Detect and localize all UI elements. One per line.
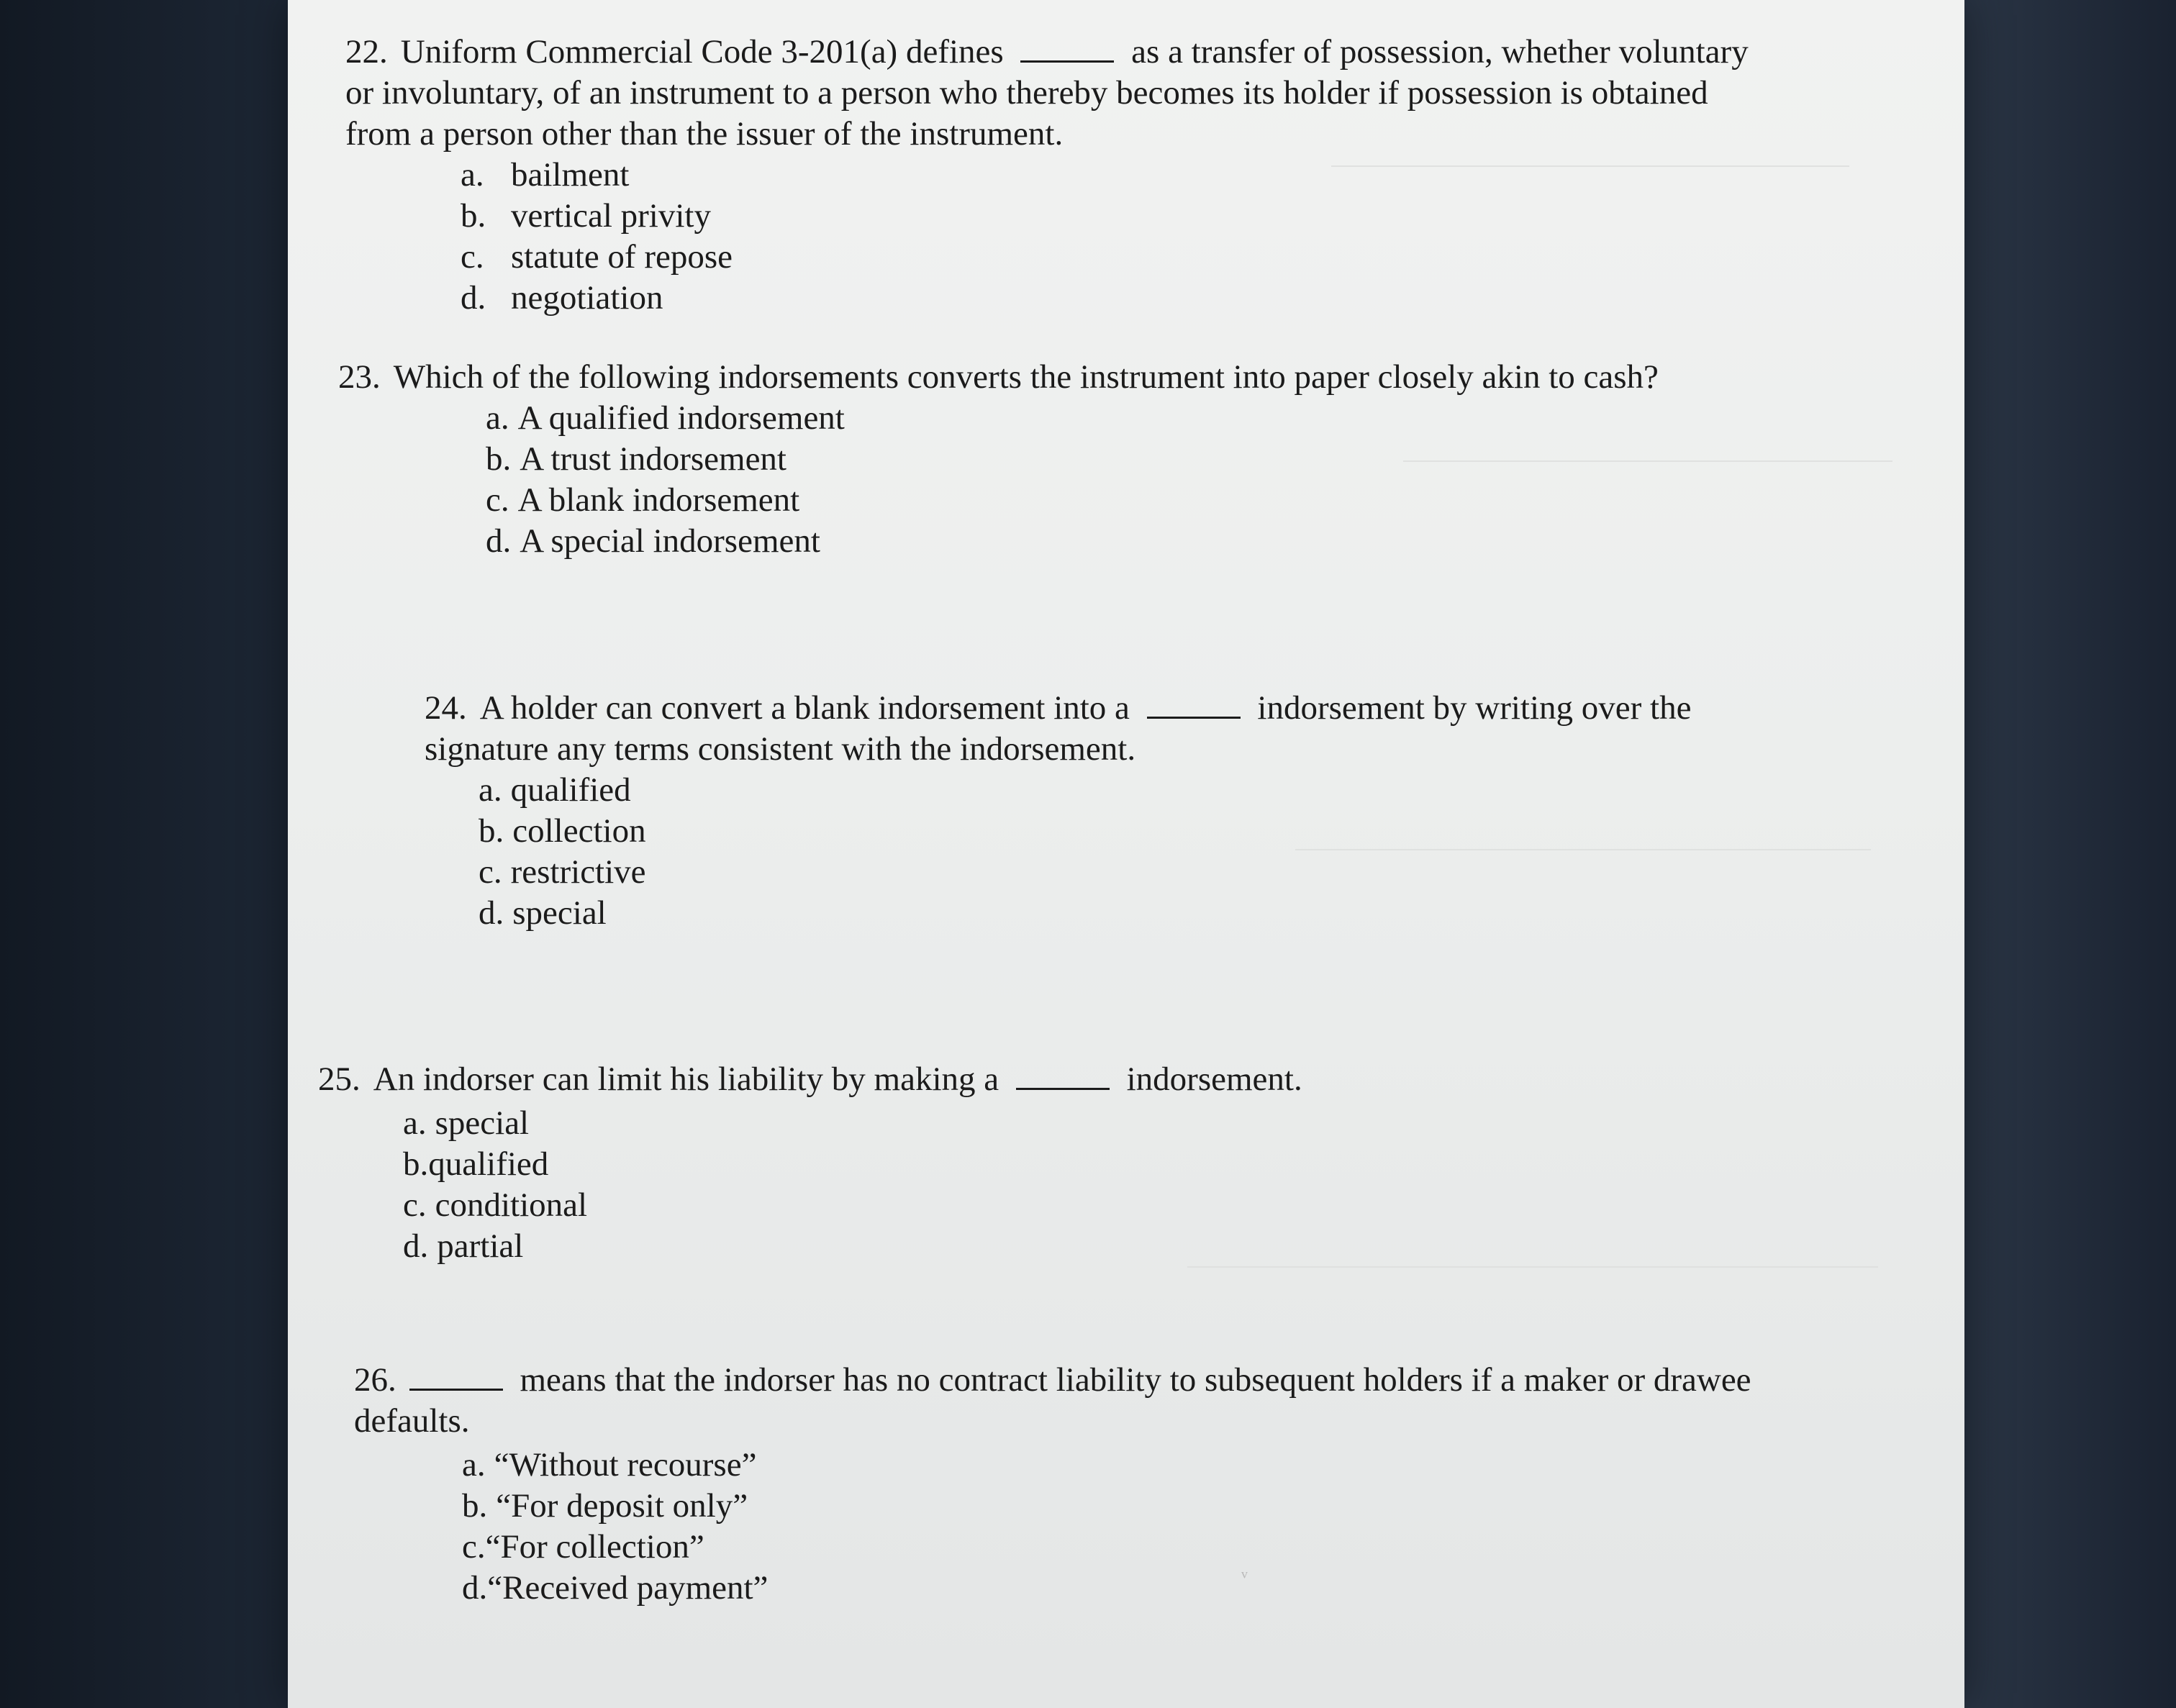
option-d[interactable] [479, 893, 1792, 934]
question-25 [318, 1059, 1721, 1267]
option-letter: b. [462, 1487, 488, 1525]
option-letter: b. [461, 197, 486, 235]
option-letter: a. [479, 771, 502, 809]
options-list [486, 398, 1741, 562]
option-letter: b. [403, 1145, 429, 1183]
option-b[interactable] [486, 439, 1741, 480]
option-d[interactable] [461, 278, 1749, 319]
option-text: qualified [510, 771, 631, 809]
option-a[interactable] [462, 1445, 1829, 1486]
question-text: indorsement by writing over the signature any terms consistent with the indorsement. [425, 689, 1692, 768]
options-list [461, 155, 1749, 319]
option-letter: c. [403, 1186, 427, 1224]
option-d[interactable] [486, 521, 1741, 562]
option-letter: d. [479, 894, 504, 932]
options-list [403, 1103, 1721, 1267]
option-letter: d. [462, 1569, 488, 1607]
question-26 [354, 1360, 1829, 1609]
answer-blank [409, 1361, 503, 1391]
exam-page [288, 0, 1964, 1708]
desk-background-left [0, 0, 302, 1708]
question-text: Which of the following indorsements converts the instrument into paper closely akin to cash? [393, 358, 1659, 396]
question-23 [338, 357, 1741, 562]
option-text: “For deposit only” [496, 1487, 748, 1525]
option-text: vertical privity [511, 197, 711, 235]
question-text: means that the indorser has no contract liability to subsequent holders if a maker or drawee defaults. [354, 1361, 1751, 1440]
option-text: “For collection” [485, 1528, 704, 1566]
option-c[interactable] [403, 1185, 1721, 1226]
question-24 [425, 688, 1792, 934]
option-a[interactable] [403, 1103, 1721, 1144]
question-number: 22. [345, 33, 388, 71]
answer-blank [1147, 689, 1241, 719]
question-number: 25. [318, 1060, 361, 1098]
question-text: indorsement. [1126, 1060, 1302, 1098]
option-text: negotiation [511, 279, 663, 317]
option-letter: a. [462, 1446, 486, 1484]
question-number: 23. [338, 358, 381, 396]
option-text: “Without recourse” [494, 1446, 757, 1484]
option-text: A blank indorsement [517, 481, 800, 519]
option-letter: c. [461, 238, 484, 276]
option-c[interactable] [486, 480, 1741, 521]
option-d[interactable] [462, 1568, 1829, 1609]
question-26-stem [354, 1360, 1829, 1442]
option-text: special [435, 1104, 530, 1142]
option-text: statute of repose [511, 238, 733, 276]
option-b[interactable] [403, 1144, 1721, 1185]
option-letter: b. [479, 812, 504, 850]
option-letter: d. [486, 522, 512, 560]
option-text: conditional [435, 1186, 588, 1224]
pencil-mark-icon: ᵥ [1241, 1558, 1248, 1581]
option-letter: b. [486, 440, 512, 478]
answer-blank [1016, 1060, 1110, 1090]
option-text: bailment [511, 156, 630, 194]
option-text: A trust indorsement [520, 440, 786, 478]
option-c[interactable] [461, 237, 1749, 278]
option-text: collection [512, 812, 646, 850]
option-text: “Received payment” [487, 1569, 769, 1607]
option-text: restrictive [510, 853, 646, 891]
option-a[interactable] [479, 770, 1792, 811]
option-letter: d. [403, 1227, 429, 1265]
desk-background-right [1960, 0, 2176, 1708]
option-d[interactable] [403, 1226, 1721, 1267]
option-letter: a. [403, 1104, 427, 1142]
option-letter: d. [461, 279, 486, 317]
option-b[interactable] [461, 196, 1749, 237]
question-text: An indorser can limit his liability by making a [373, 1060, 999, 1098]
option-letter: c. [462, 1528, 486, 1566]
option-letter: c. [479, 853, 502, 891]
option-text: A special indorsement [520, 522, 820, 560]
option-letter: a. [486, 399, 509, 437]
option-a[interactable] [461, 155, 1749, 196]
option-text: special [512, 894, 607, 932]
option-letter: c. [486, 481, 509, 519]
options-list [479, 770, 1792, 934]
option-b[interactable] [462, 1486, 1829, 1527]
question-text: as a transfer of possession, whether voluntary or involuntary, of an instrument to a person who thereby becomes its holder if possession is obtained from a person other than the issuer of the instrument. [345, 33, 1749, 153]
option-letter: a. [461, 156, 484, 194]
question-number: 24. [425, 689, 467, 727]
question-number: 26. [354, 1361, 396, 1399]
question-25-stem [318, 1059, 1721, 1100]
answer-blank [1020, 33, 1114, 63]
option-text: A qualified indorsement [517, 399, 845, 437]
question-22 [345, 32, 1749, 319]
question-text: Uniform Commercial Code 3-201(a) defines [400, 33, 1004, 71]
question-23-stem [338, 357, 1741, 398]
option-text: partial [437, 1227, 524, 1265]
option-c[interactable] [479, 852, 1792, 893]
option-text: qualified [428, 1145, 549, 1183]
question-22-stem [345, 32, 1749, 155]
options-list [462, 1445, 1829, 1609]
option-a[interactable] [486, 398, 1741, 439]
question-text: A holder can convert a blank indorsement into a [479, 689, 1130, 727]
question-24-stem [425, 688, 1792, 770]
option-b[interactable] [479, 811, 1792, 852]
option-c[interactable] [462, 1527, 1829, 1568]
